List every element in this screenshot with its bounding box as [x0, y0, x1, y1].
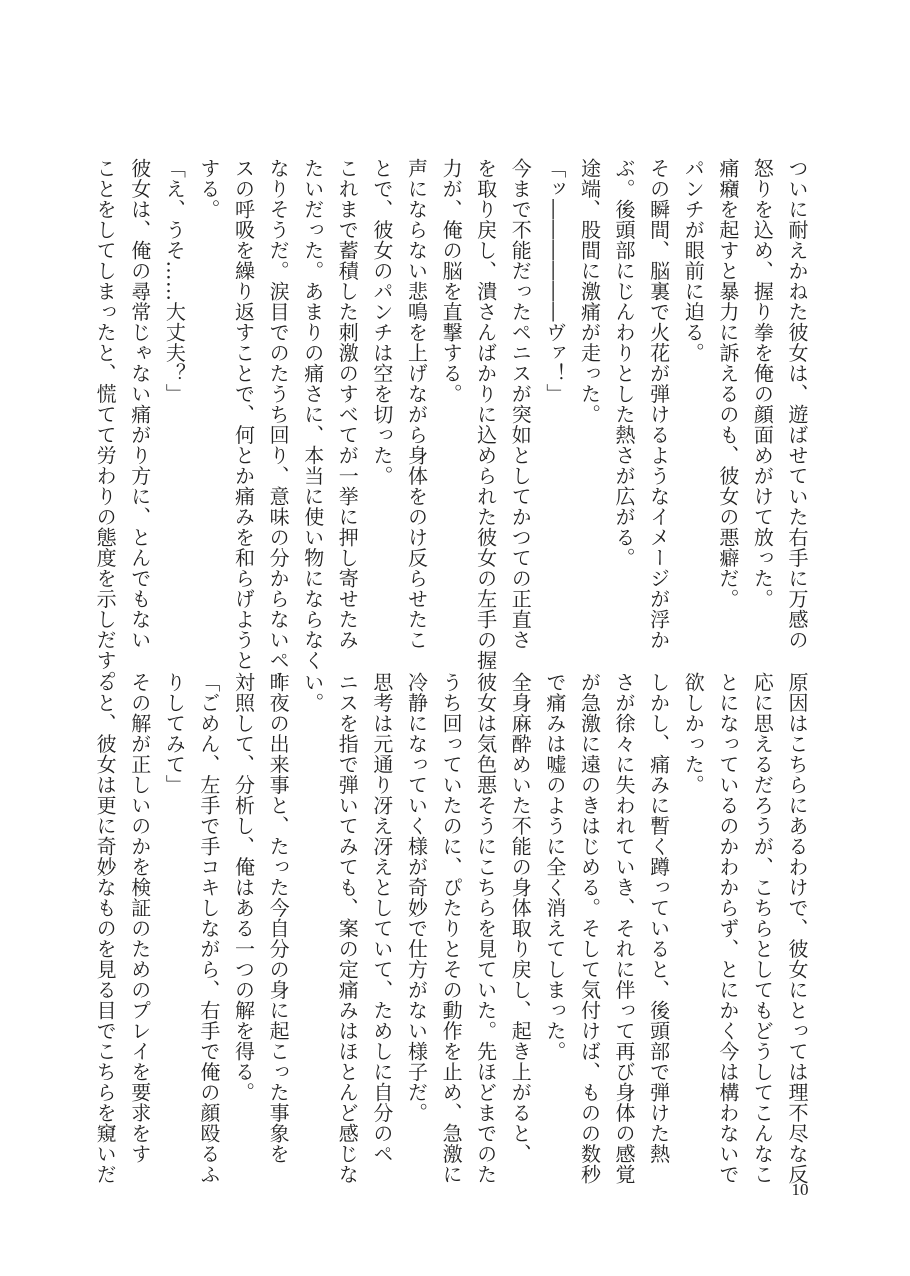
- text-line: 「え、うそ……大丈夫？」: [162, 158, 187, 404]
- text-line: い。: [300, 672, 325, 713]
- text-line: 欲しかった。: [681, 672, 706, 795]
- text-line: 対照して、分析し、俺はある一つの解を得る。: [231, 672, 256, 1103]
- text-line: 思考は元通り冴え冴えとしていて、ためしに自分のペ: [369, 672, 394, 1164]
- text-line: 彼女は、俺の尋常じゃない痛がり方に、とんでもない: [127, 158, 152, 650]
- text-line: 声にならない悲鳴を上げながら身体をのけ反らせたこ: [404, 158, 429, 650]
- text-line: さが徐々に失われていき、それに伴って再び身体の感覚: [612, 672, 637, 1185]
- lower-text-block: [93, 672, 814, 1185]
- text-line: ぶ。後頭部にじんわりとした熱さが広がる。: [612, 158, 637, 568]
- text-line: とになっているのかわからず、とにかく今は構わないで: [715, 672, 740, 1185]
- text-line: 昨夜の出来事と、たった今自分の身に起こった事象を: [266, 672, 291, 1164]
- text-line: 原因はこちらにあるわけで、彼女にとっては理不尽な反: [785, 672, 809, 1185]
- text-line: 途端、股間に激痛が走った。: [577, 158, 602, 425]
- text-line: パンチが眼前に迫る。: [681, 158, 706, 363]
- text-line: りしてみて」: [162, 672, 187, 795]
- text-line: その瞬間、脳裏で火花が弾けるようなイメージが浮か: [646, 158, 671, 650]
- text-line: なりそうだ。涙目でのたうち回り、意味の分からないペー: [266, 158, 291, 691]
- text-line: 全身麻酔めいた不能の身体取り戻し、起き上がると、: [508, 672, 533, 1164]
- text-line: しかし、痛みに暫く蹲っていると、後頭部で弾けた熱: [646, 672, 671, 1164]
- text-line: で痛みは嘘のように全く消えてしまった。: [542, 672, 567, 1062]
- text-line: その解が正しいのかを検証のためのプレイを要求をす: [127, 672, 152, 1164]
- text-line: とで、彼女のパンチは空を切った。: [369, 158, 394, 486]
- text-line: 「ッ――――――ヴァ！」: [542, 158, 567, 404]
- text-line: ついに耐えかねた彼女は、遊ばせていた右手に万感の: [785, 158, 809, 650]
- text-line: これまで蓄積した刺激のすべてが一挙に押し寄せたみ: [335, 158, 360, 650]
- text-line: する。: [196, 158, 221, 220]
- text-line: 応に思えるだろうが、こちらとしてもどうしてこんなこ: [750, 672, 775, 1185]
- text-line: スの呼吸を繰り返すことで、何とか痛みを和らげようと: [231, 158, 256, 671]
- page-number: 10: [791, 1180, 809, 1199]
- text-line: 痛癪を起すと暴力に訴えるのも、彼女の悪癖だ。: [715, 158, 740, 609]
- text-line: 今まで不能だったペニスが突如としてかつての正直さ: [508, 158, 533, 650]
- text-line: 力が、俺の脳を直撃する。: [439, 158, 464, 404]
- upper-text-block: [93, 158, 814, 691]
- text-line: たいだった。あまりの痛さに、本当に使い物にならなく: [300, 158, 325, 671]
- text-line: うち回っていたのに、ぴたりとその動作を止め、急激に: [439, 672, 464, 1185]
- text-line: を取り戻し、潰さんばかりに込められた彼女の左手の握: [473, 158, 498, 671]
- text-line: 「ごめん、左手で手コキしながら、右手で俺の顔殴るふ: [196, 672, 221, 1185]
- text-line: が急激に遠のきはじめる。そして気付けば、ものの数秒: [577, 672, 602, 1185]
- text-line: ると、彼女は更に奇妙なものを見る目でこちらを窺いだ: [93, 672, 118, 1185]
- text-line: 彼女は気色悪そうにこちらを見ていた。先ほどまでのた: [473, 672, 498, 1185]
- text-line: ニスを指で弾いてみても、案の定痛みはほとんど感じな: [335, 672, 360, 1185]
- text-line: 冷静になっていく様が奇妙で仕方がない様子だ。: [404, 672, 429, 1123]
- text-line: ことをしてしまったと、慌てて労わりの態度を示しだす。: [93, 158, 118, 691]
- text-line: 怒りを込め、握り拳を俺の顔面めがけて放った。: [750, 158, 775, 609]
